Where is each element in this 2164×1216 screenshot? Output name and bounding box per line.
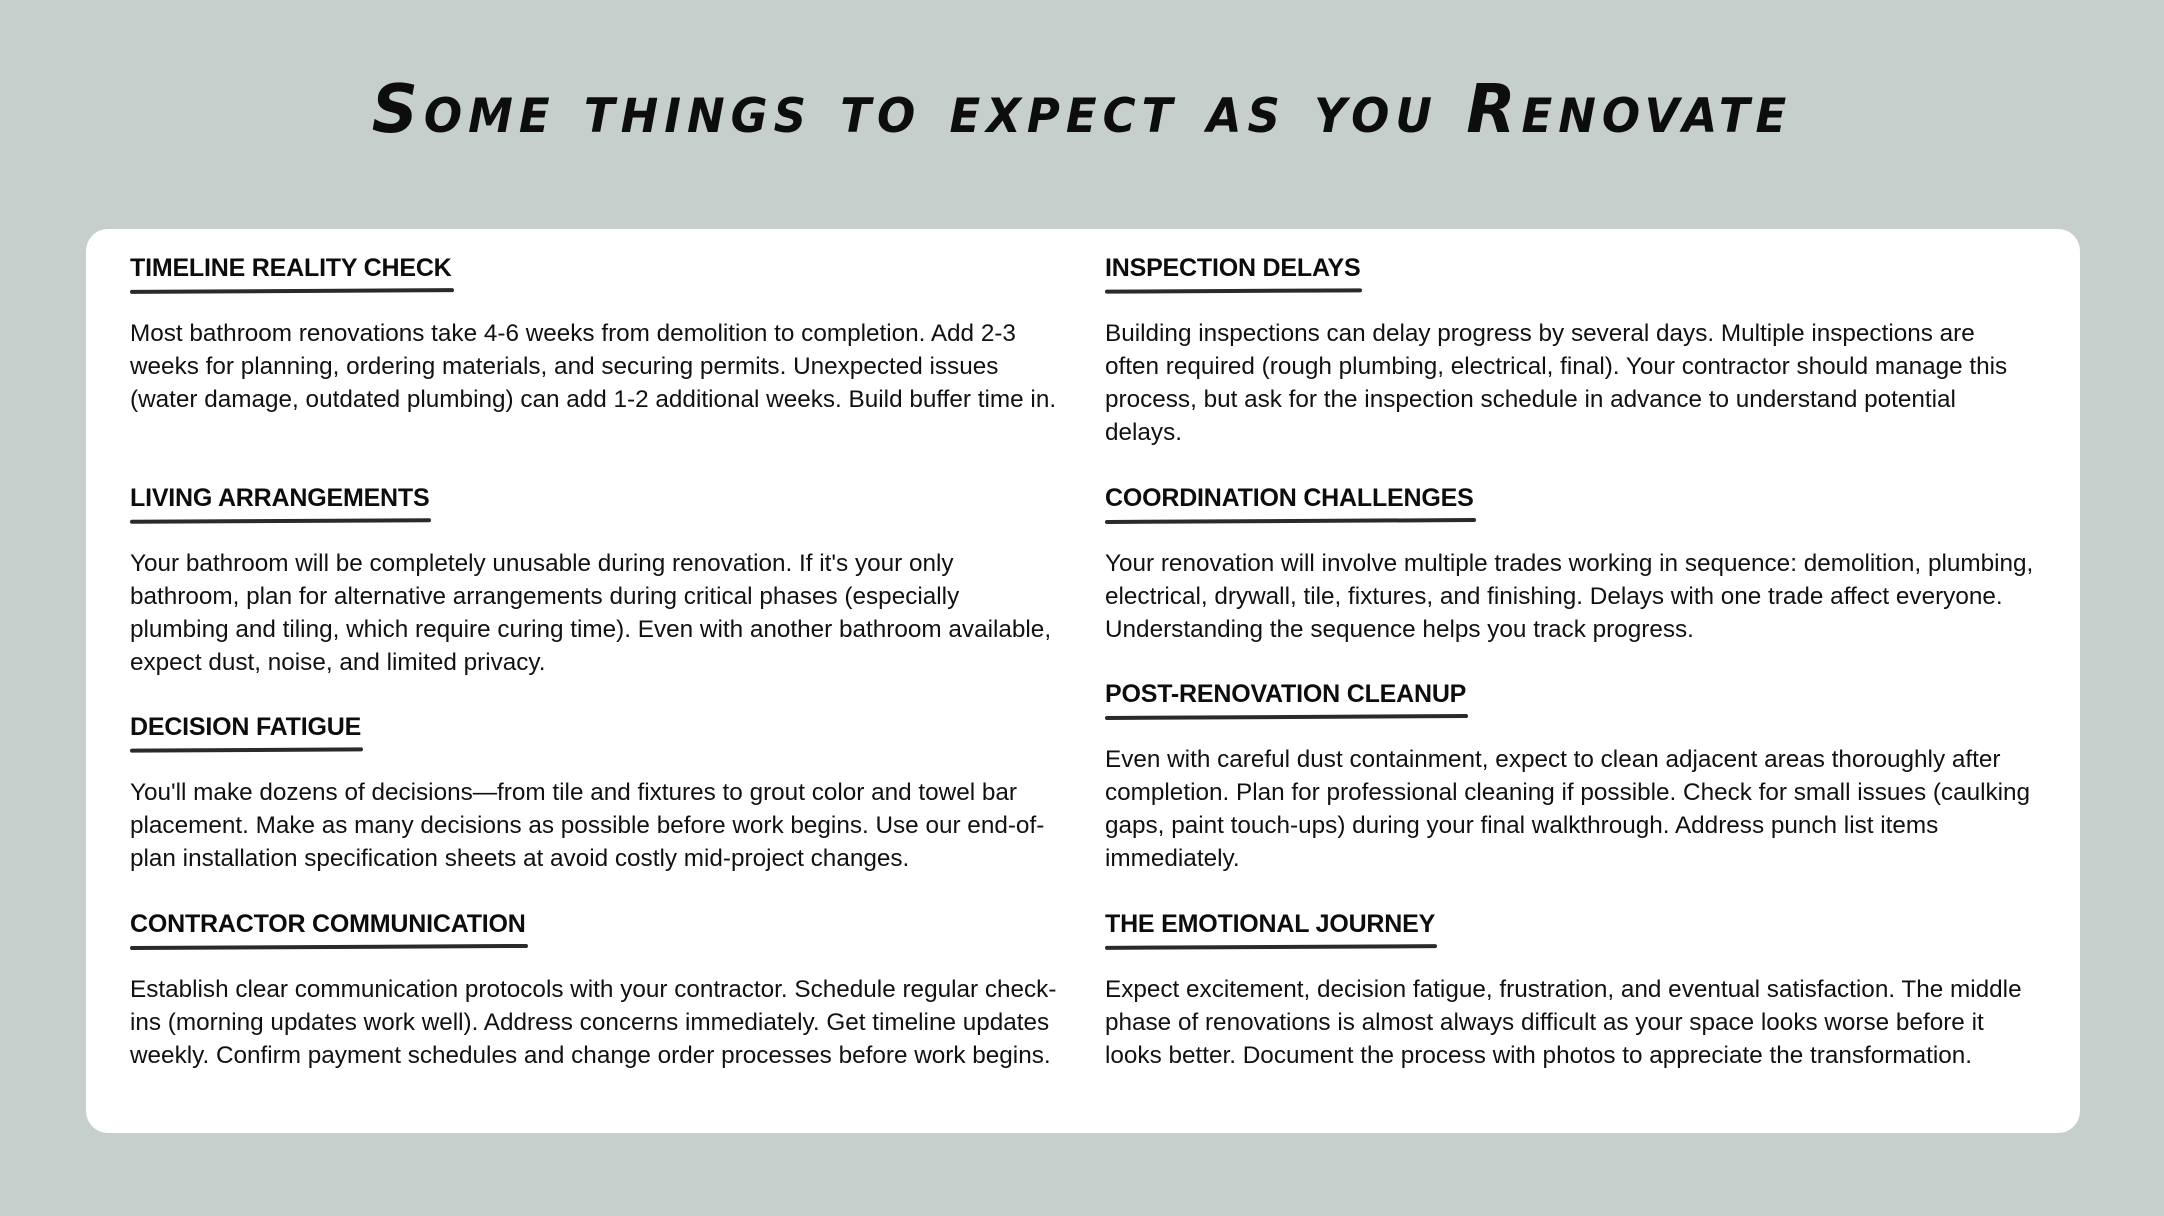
- section-heading: DECISION FATIGUE: [130, 710, 361, 752]
- section-body: Your bathroom will be completely unusable during renovation. If it's your only bathroom, plan for alternative arrangements during critical phases (especially plumbing and tiling, which require curing time). Even with another bathroom available, expect dust, noise, and limited privacy.: [130, 550, 1052, 676]
- section-heading: INSPECTION DELAYS: [1105, 251, 1360, 293]
- section-body: Building inspections can delay progress by several days. Multiple inspections are often required (rough plumbing, electrical, final). Your contractor should manage this process, but ask for the inspection schedule in advance to understand potential delays.: [1105, 320, 2008, 446]
- section-inspection-delays: [1105, 251, 2035, 449]
- section-post-renovation-cleanup: [1105, 677, 2035, 875]
- page-title: Some things to expect as you Renovate: [371, 71, 1793, 149]
- section-body: Even with careful dust containment, expect to clean adjacent areas thoroughly after completion. Plan for professional cleaning if possible. Check for small issues (caulking gaps, paint touch-ups) during your final walkthrough. Address punch list items immediately.: [1105, 746, 2031, 872]
- section-timeline-reality-check: [130, 251, 1060, 416]
- section-heading: POST-RENOVATION CLEANUP: [1105, 677, 1466, 719]
- content-card: [86, 229, 2080, 1133]
- section-living-arrangements: [130, 481, 1060, 679]
- section-body: Your renovation will involve multiple trades working in sequence: demolition, plumbing, electrical, drywall, tile, fixtures, and finishing. Delays with one trade affect everyone. Understanding the sequence helps you track progress.: [1105, 550, 2034, 643]
- section-decision-fatigue: [130, 710, 1060, 875]
- section-body: Establish clear communication protocols with your contractor. Schedule regular check-ins (morning updates work well). Address concerns immediately. Get timeline updates weekly. Confirm payment schedules and change order processes before work begins.: [130, 976, 1057, 1069]
- section-body: Most bathroom renovations take 4-6 weeks from demolition to completion. Add 2-3 weeks for planning, ordering materials, and securing permits. Unexpected issues (water damage, outdated plumbing) can add 1-2 additional weeks. Build buffer time in.: [130, 320, 1057, 413]
- section-coordination-challenges: [1105, 481, 2035, 646]
- section-heading: LIVING ARRANGEMENTS: [130, 481, 429, 523]
- section-emotional-journey: [1105, 907, 2035, 1072]
- section-heading: CONTRACTOR COMMUNICATION: [130, 907, 526, 949]
- section-heading: THE EMOTIONAL JOURNEY: [1105, 907, 1435, 949]
- section-body: Expect excitement, decision fatigue, frustration, and eventual satisfaction. The middle phase of renovations is almost always difficult as your space looks worse before it looks better. Document the process with photos to appreciate the transformation.: [1105, 976, 2022, 1069]
- section-heading: COORDINATION CHALLENGES: [1105, 481, 1474, 523]
- section-contractor-communication: [130, 907, 1060, 1072]
- section-body: You'll make dozens of decisions—from tile and fixtures to grout color and towel bar placement. Make as many decisions as possible before work begins. Use our end-of-plan installation specification sheets at avoid costly mid-project changes.: [130, 779, 1045, 872]
- section-heading: TIMELINE REALITY CHECK: [130, 251, 452, 293]
